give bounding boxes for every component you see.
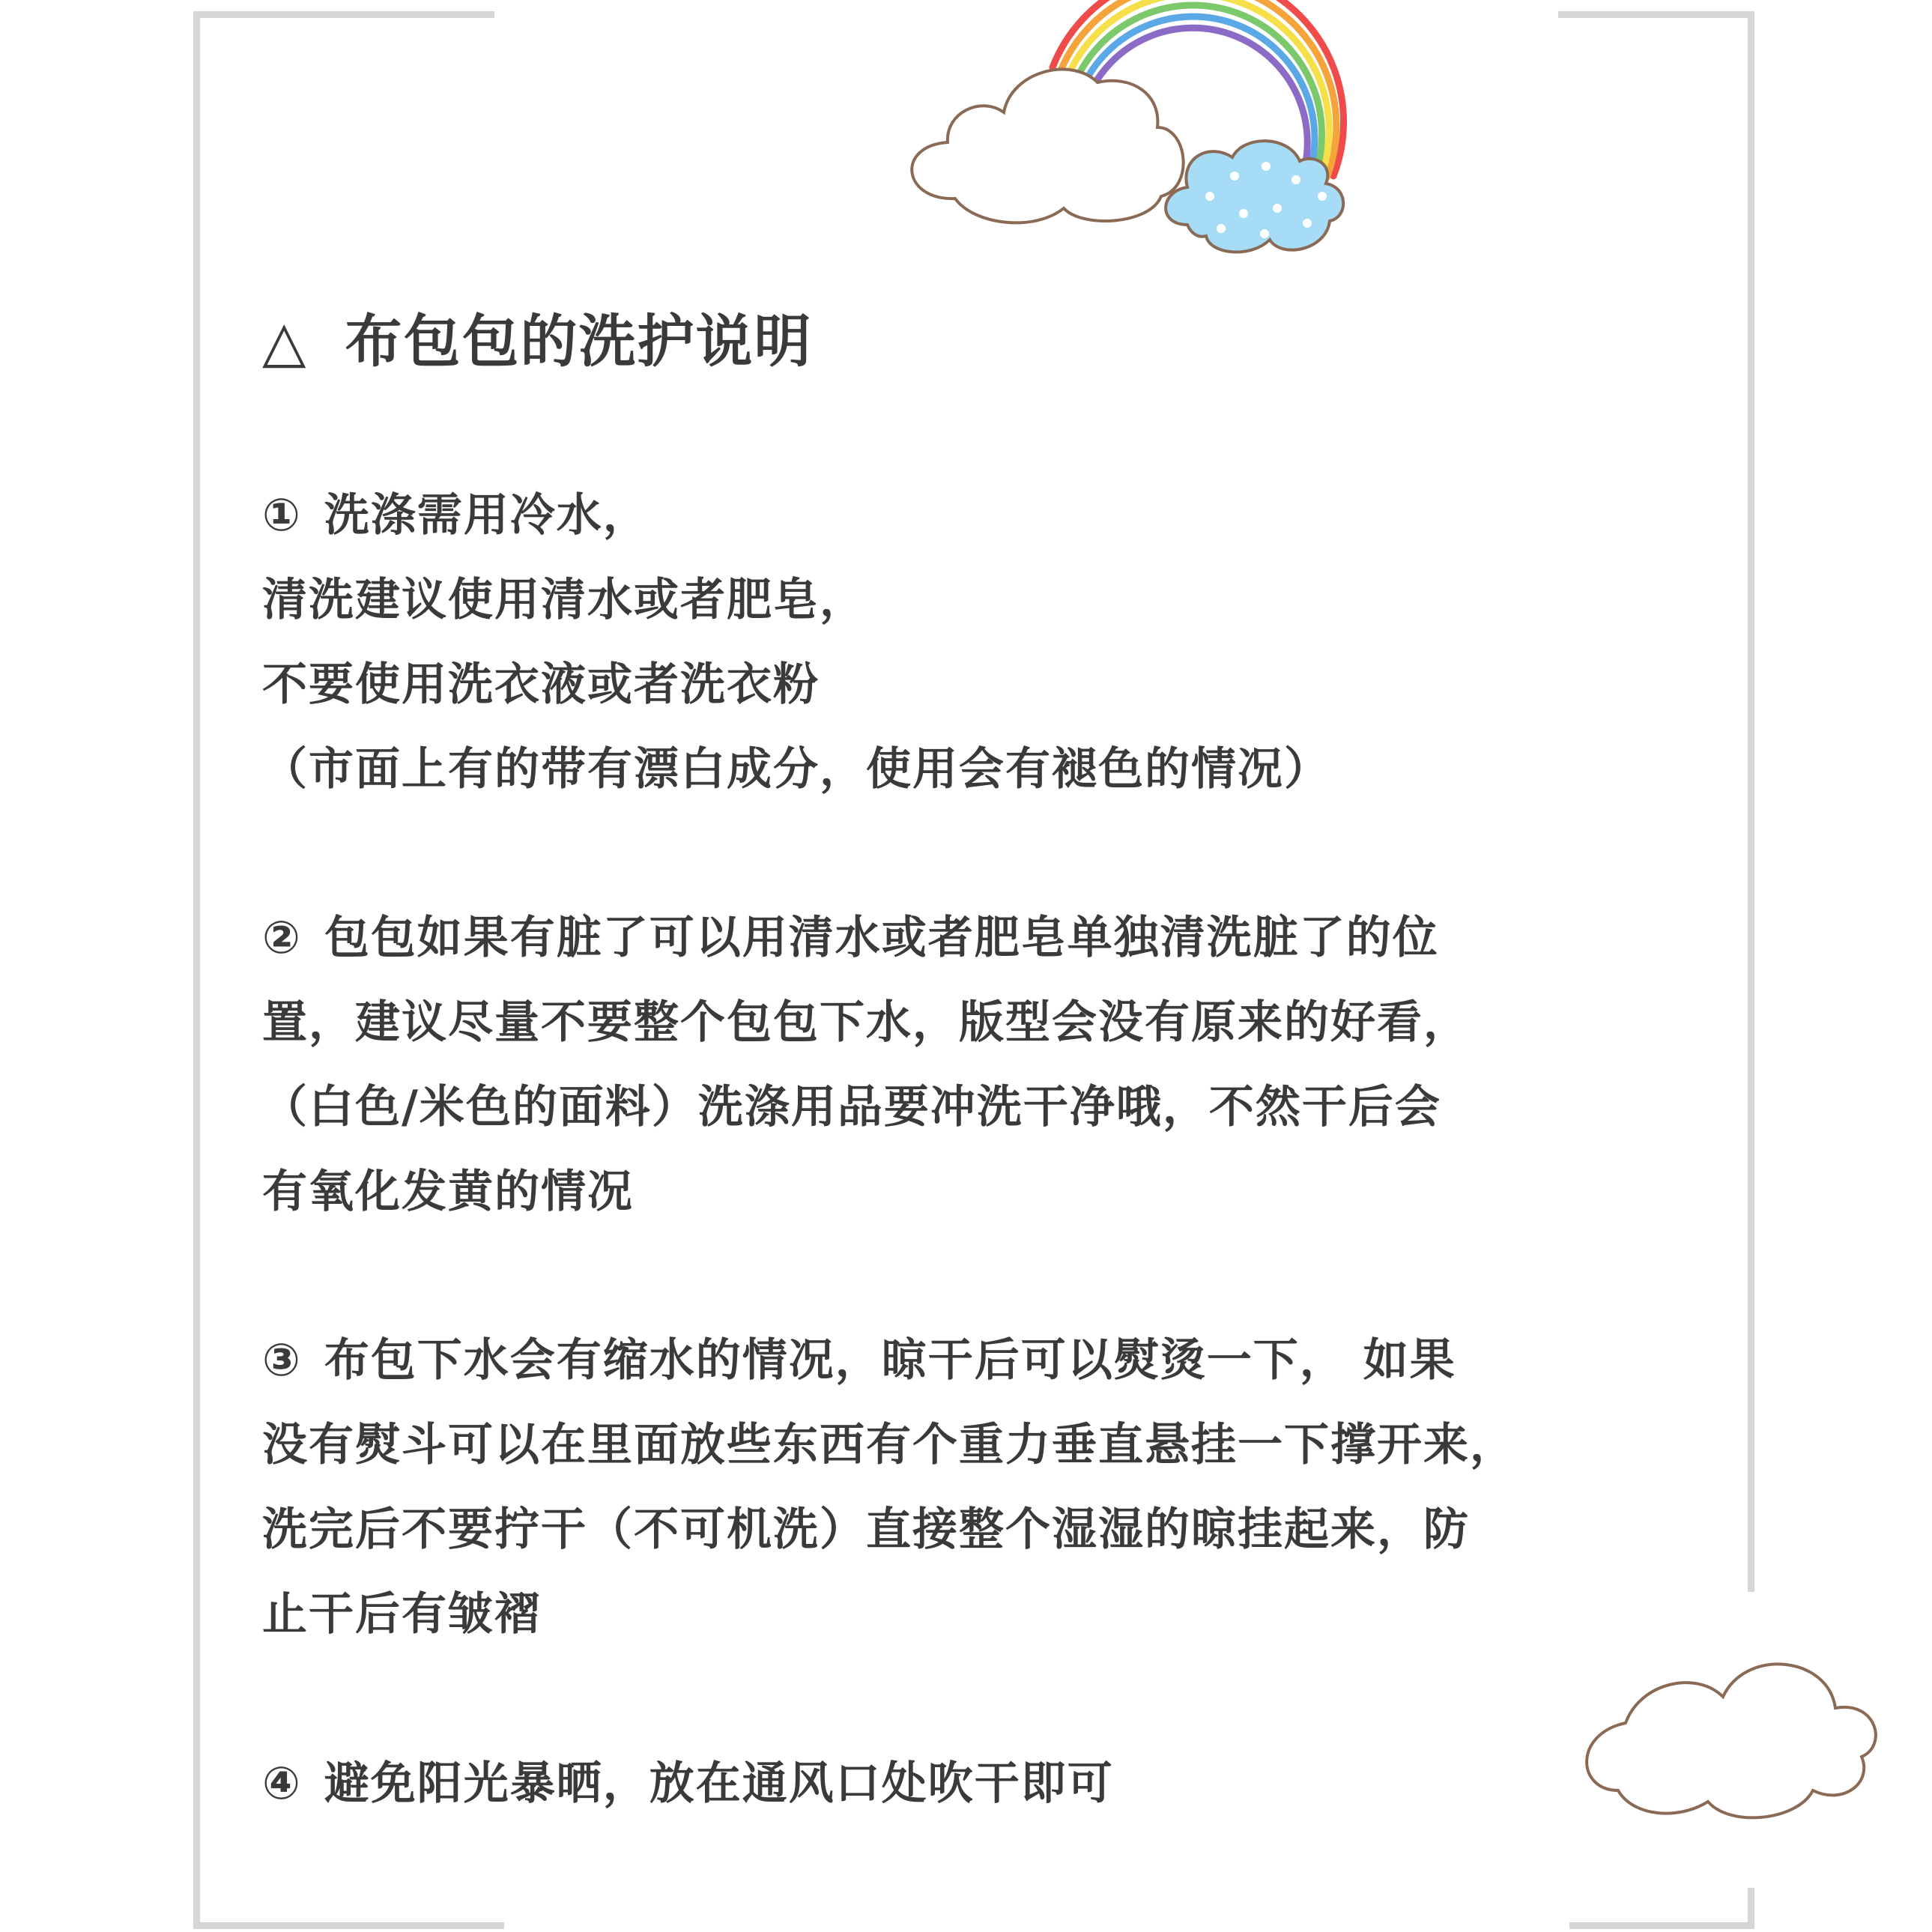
- small-cloud-illustration: [1573, 1641, 1888, 1835]
- section-number: ①: [262, 489, 302, 542]
- care-section-2: [262, 896, 1470, 1235]
- section-line: 洗完后不要拧干（不可机洗）直接整个湿湿的晾挂起来，防: [262, 1503, 1470, 1556]
- frame-bottom-right: [1569, 1922, 1754, 1929]
- frame-left: [193, 11, 200, 1929]
- section-line: ③ 布包下水会有缩水的情况，晾干后可以熨烫一下， 如果: [262, 1334, 1456, 1387]
- cloud-outline-icon: [1587, 1664, 1876, 1817]
- frame-bottom-left: [193, 1922, 504, 1929]
- page-title: [262, 296, 812, 378]
- care-section-3: [262, 1318, 1516, 1657]
- frame-right-upper: [1748, 11, 1754, 1592]
- section-line: 没有熨斗可以在里面放些东西有个重力垂直悬挂一下撑开来，: [262, 1419, 1516, 1471]
- section-number: ③: [262, 1334, 302, 1387]
- section-line: （白色/米色的面料）洗涤用品要冲洗干净哦，不然干后会: [262, 1081, 1441, 1133]
- section-line: ① 洗涤需用冷水，: [262, 489, 649, 542]
- triangle-icon: △: [262, 308, 308, 375]
- care-section-4: [262, 1742, 1114, 1826]
- section-line: ② 包包如果有脏了可以用清水或者肥皂单独清洗脏了的位: [262, 912, 1439, 964]
- rainbow-cloud-illustration: [891, 0, 1386, 270]
- section-line: （市面上有的带有漂白成分，使用会有褪色的情况）: [262, 743, 1330, 796]
- frame-top-right: [1558, 11, 1754, 18]
- white-cloud-icon: [912, 70, 1183, 223]
- title-text: 布包包的洗护说明: [345, 308, 813, 375]
- frame-top-left: [195, 11, 494, 18]
- section-line: 置，建议尽量不要整个包包下水，版型会没有原来的好看，: [262, 996, 1470, 1049]
- care-section-1: [262, 473, 1330, 812]
- section-line: 止干后有皱褶: [262, 1588, 541, 1641]
- section-line: ④ 避免阳光暴晒，放在通风口处吹干即可: [262, 1757, 1114, 1810]
- section-line: 有氧化发黄的情况: [262, 1166, 634, 1218]
- section-line: 清洗建议使用清水或者肥皂，: [262, 574, 866, 626]
- section-number: ④: [262, 1757, 302, 1810]
- section-number: ②: [262, 912, 302, 964]
- section-line: 不要使用洗衣液或者洗衣粉: [262, 658, 820, 711]
